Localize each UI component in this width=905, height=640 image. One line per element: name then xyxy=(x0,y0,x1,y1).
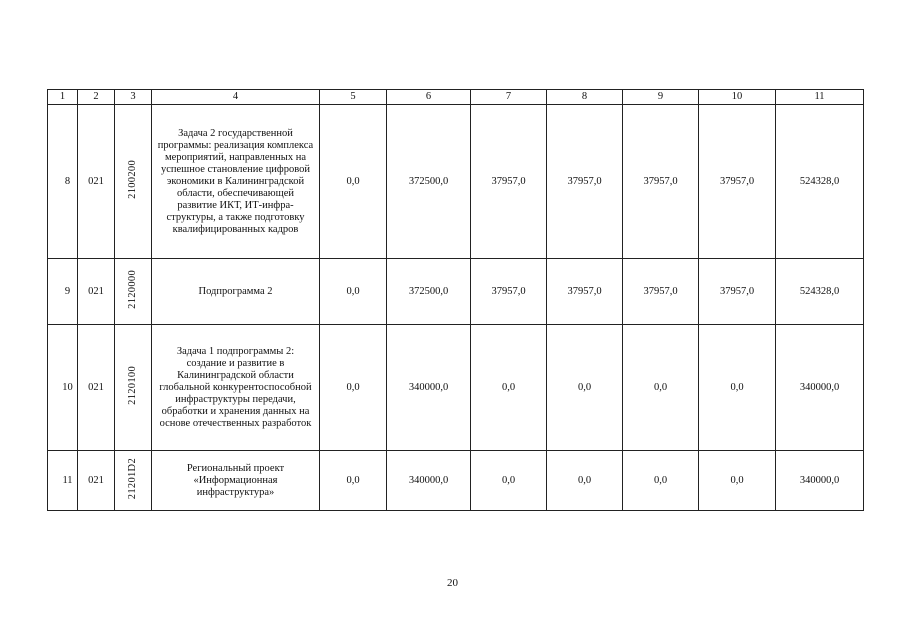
cell-col2: 021 xyxy=(78,259,115,325)
header-cell-9: 9 xyxy=(623,90,699,105)
cell-code xyxy=(115,325,152,451)
cell-col11: 340000,0 xyxy=(776,325,864,451)
cell-col5: 0,0 xyxy=(320,105,387,259)
cell-col9: 0,0 xyxy=(623,325,699,451)
cell-col5: 0,0 xyxy=(320,451,387,511)
cell-col10: 37957,0 xyxy=(699,105,776,259)
row-number: 9 xyxy=(48,259,78,325)
cell-col10: 0,0 xyxy=(699,325,776,451)
cell-col7: 0,0 xyxy=(471,325,547,451)
cell-col2: 021 xyxy=(78,105,115,259)
header-cell-7: 7 xyxy=(471,90,547,105)
header-cell-8: 8 xyxy=(547,90,623,105)
cell-col6: 372500,0 xyxy=(387,105,471,259)
table-row xyxy=(48,259,864,325)
cell-col11: 340000,0 xyxy=(776,451,864,511)
header-cell-4: 4 xyxy=(152,90,320,105)
cell-col5: 0,0 xyxy=(320,325,387,451)
cell-col6: 372500,0 xyxy=(387,259,471,325)
code-text: 21201D2 xyxy=(127,457,138,500)
row-number: 10 xyxy=(48,325,78,451)
cell-col7: 0,0 xyxy=(471,451,547,511)
header-cell-11: 11 xyxy=(776,90,864,105)
cell-code xyxy=(115,259,152,325)
cell-col9: 37957,0 xyxy=(623,105,699,259)
cell-code xyxy=(115,105,152,259)
cell-col8: 37957,0 xyxy=(547,259,623,325)
cell-col8: 0,0 xyxy=(547,325,623,451)
row-number: 11 xyxy=(48,451,78,511)
table-row xyxy=(48,325,864,451)
cell-col10: 0,0 xyxy=(699,451,776,511)
cell-col6: 340000,0 xyxy=(387,451,471,511)
cell-col2: 021 xyxy=(78,451,115,511)
header-cell-1: 1 xyxy=(48,90,78,105)
code-text: 2120100 xyxy=(127,366,138,405)
header-cell-6: 6 xyxy=(387,90,471,105)
cell-description: Региональный проект «Информационная инфраструктура» xyxy=(152,451,320,511)
cell-col7: 37957,0 xyxy=(471,105,547,259)
cell-col11: 524328,0 xyxy=(776,259,864,325)
cell-description: Задача 1 подпрограммы 2: создание и развитие в Калининградской области глобальной конкурентоспособной инфраструктуры передачи, обработки и хранения данных на основе отечественных разработок xyxy=(152,325,320,451)
budget-table xyxy=(47,89,864,511)
header-cell-10: 10 xyxy=(699,90,776,105)
cell-col2: 021 xyxy=(78,325,115,451)
row-number: 8 xyxy=(48,105,78,259)
cell-col8: 0,0 xyxy=(547,451,623,511)
code-text: 2120000 xyxy=(127,270,138,309)
cell-col10: 37957,0 xyxy=(699,259,776,325)
cell-description: Задача 2 государственной программы: реализация комплекса мероприятий, направленных на успешное становление цифровой экономики в Калининградской области, обеспечивающей развитие ИКТ, ИТ-инфра-структуры, а также подготовку квалифицированных кадров xyxy=(152,105,320,259)
cell-col5: 0,0 xyxy=(320,259,387,325)
cell-description: Подпрограмма 2 xyxy=(152,259,320,325)
header-cell-2: 2 xyxy=(78,90,115,105)
cell-code xyxy=(115,451,152,511)
header-row xyxy=(48,90,864,105)
table-row xyxy=(48,451,864,511)
header-cell-5: 5 xyxy=(320,90,387,105)
table-row xyxy=(48,105,864,259)
cell-col11: 524328,0 xyxy=(776,105,864,259)
cell-col6: 340000,0 xyxy=(387,325,471,451)
cell-col8: 37957,0 xyxy=(547,105,623,259)
cell-col9: 0,0 xyxy=(623,451,699,511)
cell-col7: 37957,0 xyxy=(471,259,547,325)
cell-col9: 37957,0 xyxy=(623,259,699,325)
page-number: 20 xyxy=(447,577,458,589)
code-text: 2100200 xyxy=(127,160,138,199)
header-cell-3: 3 xyxy=(115,90,152,105)
